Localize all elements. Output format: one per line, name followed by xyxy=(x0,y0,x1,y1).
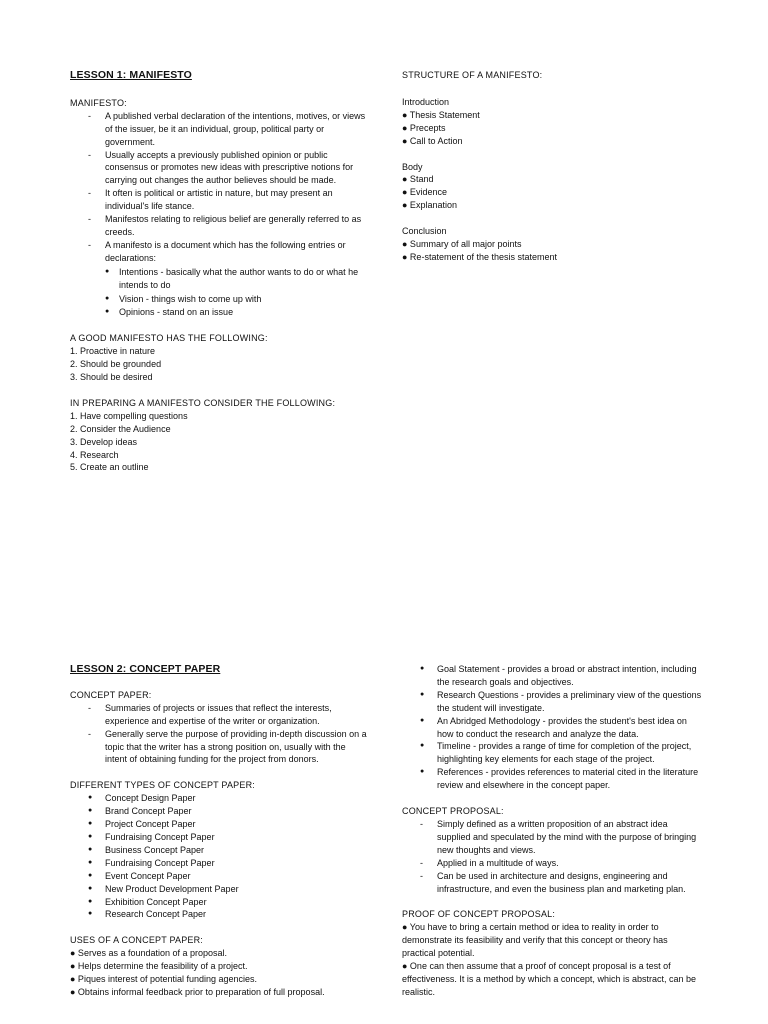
uses-heading: USES OF A CONCEPT PAPER: xyxy=(70,935,204,946)
introduction-label: Introduction xyxy=(402,96,450,107)
concept-paper-heading: CONCEPT PAPER: xyxy=(70,689,152,700)
good-manifesto-heading: A GOOD MANIFESTO HAS THE FOLLOWING: xyxy=(70,333,268,344)
list-item: ● Stand xyxy=(402,174,434,185)
preparing-manifesto-heading: IN PREPARING A MANIFESTO CONSIDER THE FOLLOWING: xyxy=(70,397,336,408)
list-item: 2. Should be grounded xyxy=(70,359,162,370)
structure-heading: STRUCTURE OF A MANIFESTO: xyxy=(402,70,543,80)
list-item: ● Exhibition Concept Paper xyxy=(70,896,370,909)
list-item: ● An Abridged Methodology - provides the student's best idea on how to conduct the research and analyze the data. xyxy=(402,715,702,741)
list-item: ● Thesis Statement xyxy=(402,109,480,120)
lesson1-left-column xyxy=(70,69,370,474)
list-item: ● Opinions - stand on an issue xyxy=(105,306,370,319)
types-heading: DIFFERENT TYPES OF CONCEPT PAPER: xyxy=(70,780,255,791)
preparing-manifesto-list xyxy=(70,410,370,475)
manifesto-entries-list xyxy=(105,266,370,320)
list-item: - Summaries of projects or issues that reflect the interests, experience and expertise of the writer or organization. xyxy=(70,702,370,728)
list-item: - It often is political or artistic in nature, but may present an individual's life stance. xyxy=(70,187,370,213)
list-item: 3. Should be desired xyxy=(70,372,153,383)
list-item: 1. Proactive in nature xyxy=(70,346,156,357)
list-item: 3. Develop ideas xyxy=(70,436,138,447)
list-item: ● Evidence xyxy=(402,187,447,198)
list-item: ● Obtains informal feedback prior to preparation of full proposal. xyxy=(70,986,325,997)
list-item: ● Fundraising Concept Paper xyxy=(70,831,370,844)
concept-paper-list xyxy=(70,702,370,767)
list-item: ● Call to Action xyxy=(402,135,463,146)
list-item: ● Helps determine the feasibility of a project. xyxy=(70,961,248,972)
good-manifesto-list xyxy=(70,345,370,384)
types-list xyxy=(70,792,370,921)
list-item: ● Intentions - basically what the author wants to do or what he intends to do xyxy=(105,266,370,292)
list-item: ● Concept Design Paper xyxy=(70,792,370,805)
concept-paper-parts-list xyxy=(402,663,702,792)
list-item: ● Event Concept Paper xyxy=(70,870,370,883)
list-item: - A published verbal declaration of the intentions, motives, or views of the issuer, be it an individual, group, political party or government. xyxy=(70,110,370,149)
list-item: - Generally serve the purpose of providing in-depth discussion on a topic that the writer has a strong position on, usually with the intent of obtaining funding for the project from donors. xyxy=(70,728,370,767)
list-item xyxy=(70,239,370,319)
lesson2-right-column xyxy=(402,663,702,999)
conclusion-label: Conclusion xyxy=(402,226,447,237)
proof-of-concept-heading: PROOF OF CONCEPT PROPOSAL: xyxy=(402,909,556,920)
manifesto-definition-list xyxy=(70,110,370,320)
list-item: - Manifestos relating to religious belief are generally referred to as creeds. xyxy=(70,213,370,239)
lesson1-right-column xyxy=(402,69,702,264)
list-item: ● References - provides references to material cited in the literature review and elsewhere in the concept paper. xyxy=(402,766,702,792)
list-item: - Simply defined as a written proposition of an abstract idea supplied and speculated by the mind with the purpose of bringing new thoughts and views. xyxy=(402,818,702,857)
list-item: - Usually accepts a previously published opinion or public consensus or promotes new ideas with prescriptive notions for carrying out changes the author believes should be made. xyxy=(70,149,370,188)
manifesto-heading: MANIFESTO: xyxy=(70,97,127,108)
uses-list xyxy=(70,947,370,999)
lesson1-title: LESSON 1: MANIFESTO xyxy=(70,69,192,81)
list-item: ● You have to bring a certain method or idea to reality in order to demonstrate its feasibility and verify that this concept or theory has practical potential. xyxy=(402,922,668,959)
lesson2-title: LESSON 2: CONCEPT PAPER xyxy=(70,663,221,675)
list-item: ● Brand Concept Paper xyxy=(70,805,370,818)
list-item: ● Precepts xyxy=(402,122,446,133)
list-item: ● Timeline - provides a range of time for completion of the project, highlighting key elements for each stage of the project. xyxy=(402,740,702,766)
list-item: ● Summary of all major points xyxy=(402,239,522,250)
list-item: ● Re-statement of the thesis statement xyxy=(402,251,558,262)
list-item: 4. Research xyxy=(70,449,119,460)
list-item: ● Project Concept Paper xyxy=(70,818,370,831)
body-label: Body xyxy=(402,161,423,172)
concept-proposal-heading: CONCEPT PROPOSAL: xyxy=(402,806,504,817)
list-item: ● One can then assume that a proof of concept proposal is a test of effectiveness. It is a method by which a concept, which is abstract, can be realistic. xyxy=(402,961,696,997)
list-item: ● Business Concept Paper xyxy=(70,844,370,857)
list-item: 5. Create an outline xyxy=(70,462,149,473)
list-item: ● New Product Development Paper xyxy=(70,883,370,896)
list-item: ● Vision - things wish to come up with xyxy=(105,293,370,306)
list-item: ● Serves as a foundation of a proposal. xyxy=(70,948,228,959)
list-item: - Applied in a multitude of ways. xyxy=(402,857,702,870)
list-item: ● Goal Statement - provides a broad or abstract intention, including the research goals and objectives. xyxy=(402,663,702,689)
lesson2-left-column xyxy=(70,663,370,999)
proof-of-concept-list xyxy=(402,921,702,998)
list-item: - Can be used in architecture and designs, engineering and infrastructure, and even the business plan and marketing plan. xyxy=(402,870,702,896)
concept-proposal-list xyxy=(402,818,702,895)
list-item: ● Research Concept Paper xyxy=(70,908,370,921)
list-item: ● Piques interest of potential funding agencies. xyxy=(70,974,258,985)
list-item: ● Research Questions - provides a preliminary view of the questions the student will investigate. xyxy=(402,689,702,715)
list-item: ● Fundraising Concept Paper xyxy=(70,857,370,870)
list-item: 1. Have compelling questions xyxy=(70,410,188,421)
list-item-text: A manifesto is a document which has the following entries or declarations: xyxy=(105,239,346,263)
list-item: 2. Consider the Audience xyxy=(70,423,171,434)
list-item: ● Explanation xyxy=(402,200,457,211)
